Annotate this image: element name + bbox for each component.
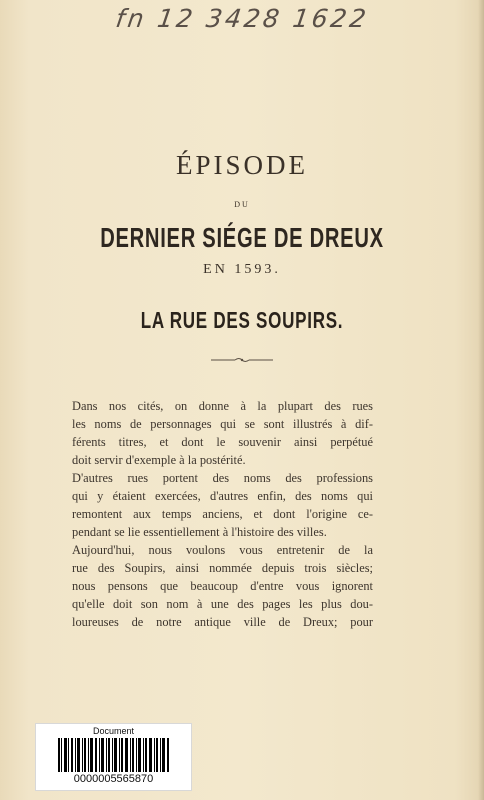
body-line: les noms de personnages qui se sont illustrés à dif- bbox=[72, 417, 373, 431]
barcode-icon bbox=[58, 738, 169, 772]
page-edge-shadow bbox=[478, 0, 484, 800]
body-line: Aujourd'hui, nous voulons vous entretenir de la bbox=[72, 543, 373, 557]
body-line: doit servir d'exemple à la postérité. bbox=[72, 453, 246, 467]
body-line: qui y étaient exercées, d'autres enfin, des noms qui bbox=[72, 489, 373, 503]
body-line: rue des Soupirs, ainsi nommée depuis trois siècles; bbox=[72, 561, 373, 575]
title-subtitle: LA RUE DES SOUPIRS. bbox=[140, 307, 344, 333]
barcode-number: 0000005565870 bbox=[73, 773, 154, 785]
title-year: EN 1593. bbox=[203, 262, 281, 277]
body-line: remontent aux temps anciens, et dont l'origine ce- bbox=[72, 507, 373, 521]
body-line: pendant se lie essentiellement à l'histoire des villes. bbox=[72, 525, 327, 539]
title-episode: ÉPISODE bbox=[175, 150, 308, 180]
body-line: nous pensons que beaucoup d'entre vous ignorent bbox=[72, 579, 373, 593]
body-line: D'autres rues portent des noms des professions bbox=[72, 471, 373, 485]
barcode-title: Document bbox=[92, 726, 135, 736]
title-du: DU bbox=[234, 200, 250, 209]
body-line: férents titres, et dont le souvenir ainsi perpétué bbox=[72, 435, 373, 449]
handwritten-shelfmark: fn 12 3428 1622 bbox=[113, 4, 371, 33]
body-paragraphs bbox=[72, 397, 373, 631]
barcode-sticker bbox=[35, 723, 192, 791]
body-line: loureuses de notre antique ville de Dreux; pour bbox=[72, 615, 373, 629]
ornament-divider bbox=[211, 357, 273, 363]
body-line: Dans nos cités, on donne à la plupart des rues bbox=[72, 399, 373, 413]
body-line: qu'elle doit son nom à une des pages les plus dou- bbox=[72, 597, 373, 611]
title-subject: DERNIER SIÉGE DE DREUX bbox=[100, 222, 384, 253]
